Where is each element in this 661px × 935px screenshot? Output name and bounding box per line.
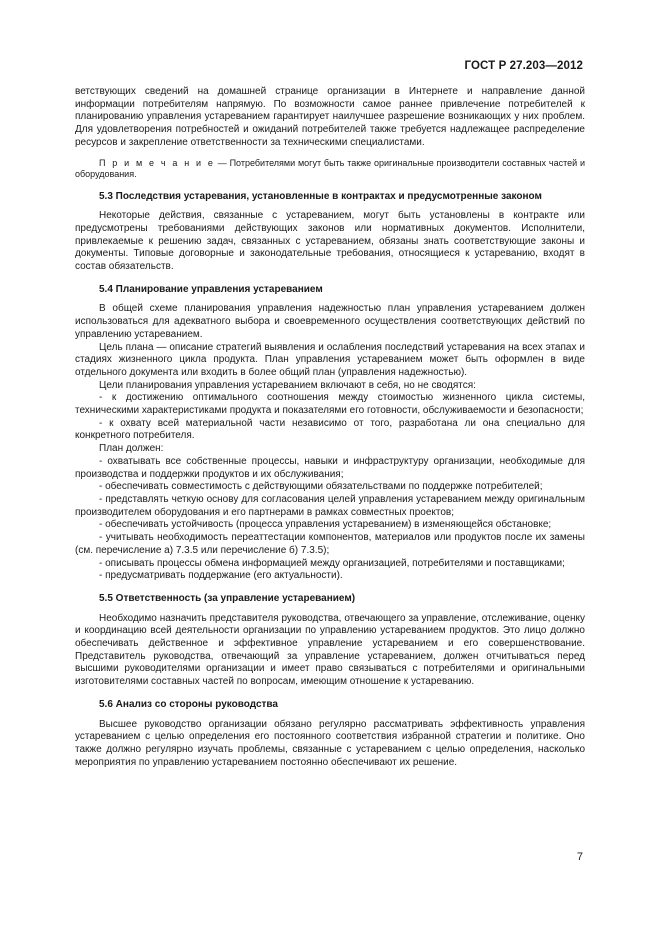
section-5-5-paragraph: Необходимо назначить представителя руководства, отвечающего за управление, отслеживание, оценку и координацию всей деятельности организации по управлению устареванием продуктов. Это лицо должно обеспечивать действенное и эффективное управление устареванием и его совершенствование. Представитель руководства, отвечающий за управление устареванием, должен отчитываться перед высшими руководителями организации и имеет право связываться с потребителями и оригинальными изготовителями составных частей по вопросам, имеющим отношение к устареванию. (75, 612, 585, 688)
list-item: - охватывать все собственные процессы, навыки и инфраструктуру организации, необходимые для производства и поддержки продуктов и их обслуживания; (75, 455, 585, 480)
page-content (75, 86, 585, 769)
list-item: - учитывать необходимость переаттестации компонентов, материалов или продуктов после их замены (см. перечисление а) 7.3.5 или перечисление б) 7.3.5); (75, 532, 585, 556)
section-5-6-paragraph: Высшее руководство организации обязано регулярно рассматривать эффективность управления устареванием с целью определения его постоянного соответствия избранной стратегии и политике. Оно также должно регулярно изучать проблемы, связанные с устареванием с целью определения, насколько мероприятия по управлению устареванием постоянно обеспечивают их решение. (75, 718, 585, 768)
section-5-3-title: 5.3 Последствия устаревания, установленные в контрактах и предусмотренные законом (99, 190, 542, 202)
list-item: - к охвату всей материальной части независимо от того, разработана ли она специально для конкретного потребителя. (75, 417, 585, 442)
list-item: - предусматривать поддержание (его актуальности). (99, 570, 343, 582)
note-text: — Потребителями могут быть также оригинальные производители составных частей и оборудования. (75, 157, 586, 180)
section-5-4-paragraph-4: План должен: (99, 443, 164, 455)
list-item: - представлять четкую основу для согласования целей управления устареванием между оригинальным производителем оборудования и его партнерами в рамках совместных проектов; (75, 493, 585, 518)
section-5-4-paragraph-3: Цели планирования управления устареванием включают в себя, но не сводятся: (99, 379, 476, 391)
section-5-4-paragraph-1: В общей схеме планирования управления надежностью план управления устареванием должен использоваться для адекватного выбора и своевременного осуществления соответствующих действий по управлению устареванием. (75, 303, 585, 340)
section-5-5-title: 5.5 Ответственность (за управление устареванием) (99, 592, 356, 604)
note (75, 158, 585, 181)
standard-code-header: ГОСТ Р 27.203—2012 (464, 60, 583, 72)
note-label: П р и м е ч а н и е (99, 157, 215, 168)
section-5-3-paragraph: Некоторые действия, связанные с устареванием, могут быть установлены в контракте или предусмотрены требованиями действующих законов или нормативных документов. Исполнители, привлекаемые к решению задач, связанных с устареванием, обязаны знать соответствующие законы и документы. Типовые договорные и законодательные требования, относящиеся к устареванию, входят в состав обязательств. (75, 210, 585, 273)
section-5-4-paragraph-2: Цель плана — описание стратегий выявления и ослабления последствий устаревания на всех этапах и стадиях жизненного цикла продукта. План управления устареванием может быть оформлен в виде отдельного документа или входить в более общий план (управления надежностью). (75, 341, 585, 378)
list-item: - к достижению оптимального соотношения между стоимостью жизненного цикла системы, техническими характеристиками продукта и показателями его готовности, обслуживаемости и безопасности; (75, 392, 585, 417)
list-item: - описывать процессы обмена информацией между организацией, потребителями и поставщиками; (99, 557, 565, 569)
list-item: - обеспечивать устойчивость (процесса управления устареванием) в изменяющейся обстановке; (99, 519, 552, 531)
section-5-4-title: 5.4 Планирование управления устареванием (99, 283, 323, 295)
intro-paragraph: ветствующих сведений на домашней странице организации в Интернете и направление данной информации потребителям напрямую. По возможности самое раннее привлечение потребителей к планированию управления устареванием гарантирует наилучшее разрешение возникающих у них проблем. Для удовлетворения потребностей и ожиданий потребителей также требуется надлежащее распределение ресурсов и закрепление ответственности за техническими специалистами. (75, 86, 585, 148)
page-number: 7 (576, 851, 583, 863)
list-item: - обеспечивать совместимость с действующими обязательствами по поддержке потребителей; (99, 481, 543, 493)
section-5-6-title: 5.6 Анализ со стороны руководства (99, 698, 278, 710)
